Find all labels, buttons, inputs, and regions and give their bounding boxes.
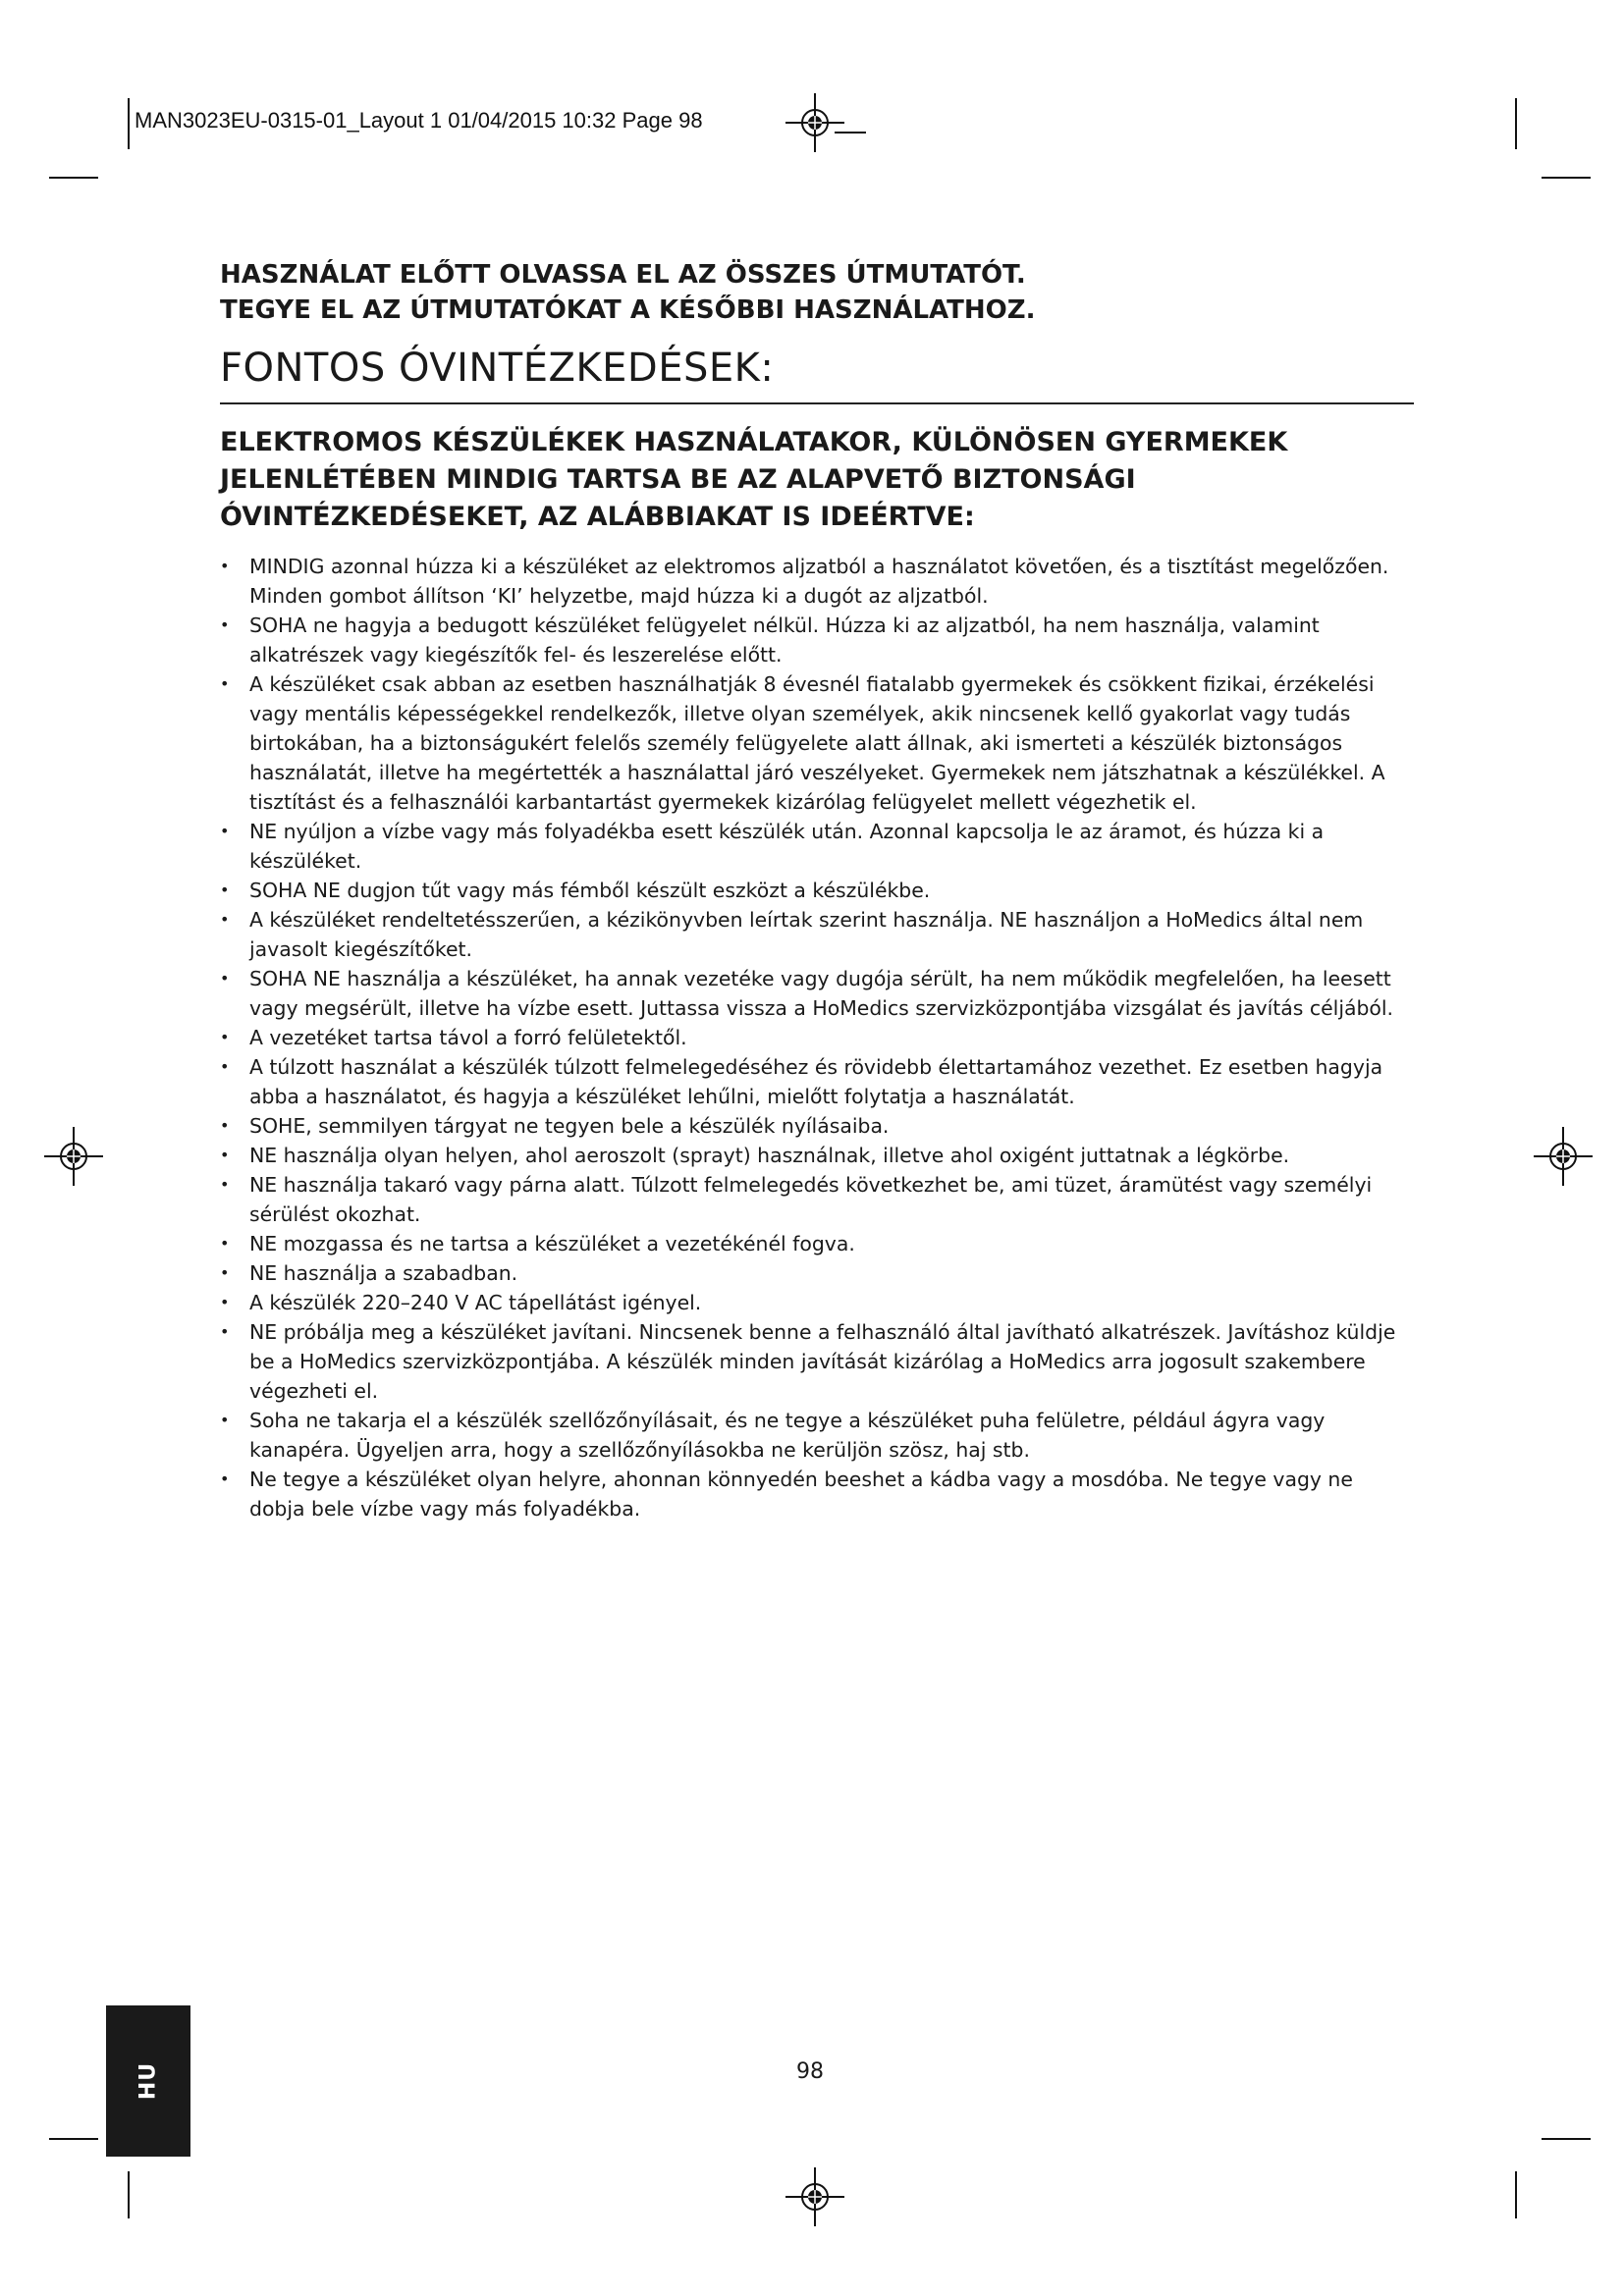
- page-title: FONTOS ÓVINTÉZKEDÉSEK:: [220, 344, 1414, 404]
- notice-line: TEGYE EL AZ ÚTMUTATÓKAT A KÉSŐBBI HASZNÁLATHOZ.: [220, 295, 1036, 325]
- subheading-line: JELENLÉTÉBEN MINDIG TARTSA BE AZ ALAPVETŐ BIZTONSÁGI: [220, 464, 1136, 495]
- warning-item: • A túlzott használat a készülék túlzott felmelegedéséhez és rövidebb élettartamához vezethet. Ez esetben hagyja abba a használatot, és hagyja a készüléket lehűlni, mielőtt folytatja a használatát.: [220, 1052, 1414, 1111]
- crop-mark-top-right-horizontal: [1542, 177, 1591, 179]
- warning-item: • A készüléket csak abban az esetben használhatják 8 évesnél fiatalabb gyermekek és csökkent fizikai, érzékelési vagy mentális képességekkel rendelkezők, illetve olyan személyek, akik nincsenek kellő gyakorlat vagy tudás birtokában, ha a biztonságukért felelős személy felügyelete alatt állnak, aki ismerteti a készülék biztonságos használatát, illetve ha megértették a használattal járó veszélyeket. Gyermekek nem játszhatnak a készülékkel. A tisztítást és a felhasználói karbantartást gyermekek kizárólag felügyelet mellett végezhetik el.: [220, 669, 1414, 817]
- warning-item: • A vezetéket tartsa távol a forró felületektől.: [220, 1023, 1414, 1052]
- warning-item: • SOHA NE használja a készüléket, ha annak vezetéke vagy dugója sérült, ha nem működik megfelelően, ha leesett vagy megsérült, illetve ha vízbe esett. Juttassa vissza a HoMedics szervizközpontjába vizsgálat és javítás céljából.: [220, 964, 1414, 1023]
- crop-mark-top-right-vertical: [1515, 98, 1517, 149]
- registration-mark-top-icon: [785, 93, 844, 152]
- registration-mark-bottom-icon: [785, 2167, 844, 2226]
- warning-item: • MINDIG azonnal húzza ki a készüléket az elektromos aljzatból a használatot követően, és a tisztítást megelőzően.: [220, 552, 1414, 581]
- warning-item: • Soha ne takarja el a készülék szellőzőnyílásait, és ne tegye a készüléket puha felületre, például ágyra vagy kanapéra. Ügyeljen arra, hogy a szellőzőnyílásokba ne kerüljön szösz, haj stb.: [220, 1406, 1414, 1465]
- warning-item: • NE próbálja meg a készüléket javítani. Nincsenek benne a felhasználó által javítható alkatrészek. Javításhoz küldje be a HoMedics szervizközpontjába. A készülék minden javítását kizárólag a HoMedics arra jogosult szakembere végezheti el.: [220, 1317, 1414, 1406]
- subheading-line: ELEKTROMOS KÉSZÜLÉKEK HASZNÁLATAKOR, KÜLÖNÖSEN GYERMEKEK: [220, 427, 1288, 457]
- read-instructions-notice: [220, 257, 1414, 328]
- warning-item: • SOHA NE dugjon tűt vagy más fémből készült eszközt a készülékbe.: [220, 876, 1414, 905]
- crop-mark-bottom-right-horizontal: [1542, 2138, 1591, 2140]
- manual-page-content: [220, 257, 1414, 1523]
- warning-item: • A készülék 220–240 V AC tápellátást igényel.: [220, 1288, 1414, 1317]
- crop-mark-bottom-left-horizontal: [49, 2138, 98, 2140]
- crop-mark-top-left-horizontal: [49, 177, 98, 179]
- notice-line: HASZNÁLAT ELŐTT OLVASSA EL AZ ÖSSZES ÚTMUTATÓT.: [220, 260, 1026, 290]
- warning-item: • NE nyúljon a vízbe vagy más folyadékba esett készülék után. Azonnal kapcsolja le az áramot, és húzza ki a készüléket.: [220, 817, 1414, 876]
- printer-slug: MAN3023EU-0315-01_Layout 1 01/04/2015 10:32 Page 98: [135, 108, 703, 133]
- language-tab-label: HU: [135, 2061, 161, 2101]
- page-number: 98: [796, 2059, 824, 2084]
- warning-item: • SOHE, semmilyen tárgyat ne tegyen bele a készülék nyílásaiba.: [220, 1111, 1414, 1141]
- warning-item: • SOHA ne hagyja a bedugott készüléket felügyelet nélkül. Húzza ki az aljzatból, ha nem használja, valamint alkatrészek vagy kiegészítők fel- és leszerelése előtt.: [220, 611, 1414, 669]
- safety-warnings-list: [220, 552, 1414, 1523]
- language-tab: [106, 2005, 190, 2157]
- warning-item: • NE használja olyan helyen, ahol aeroszolt (sprayt) használnak, illetve ahol oxigént juttatnak a légkörbe.: [220, 1141, 1414, 1170]
- safety-subheading: [220, 424, 1414, 536]
- warning-item: • NE használja takaró vagy párna alatt. Túlzott felmelegedés következhet be, ami tüzet, áramütést vagy személyi sérülést okozhat.: [220, 1170, 1414, 1229]
- registration-mark-right-icon: [1534, 1127, 1593, 1186]
- registration-mark-left-icon: [44, 1127, 103, 1186]
- warning-item-continuation: Minden gombot állítson ‘KI’ helyzetbe, majd húzza ki a dugót az aljzatból.: [249, 584, 989, 608]
- crop-mark-top-left-vertical: [128, 98, 130, 149]
- crop-mark-bottom-left-vertical: [128, 2171, 130, 2218]
- warning-item: • Ne tegye a készüléket olyan helyre, ahonnan könnyedén beeshet a kádba vagy a mosdóba. Ne tegye vagy ne dobja bele vízbe vagy más folyadékba.: [220, 1465, 1414, 1523]
- crop-mark-bottom-right-vertical: [1515, 2171, 1517, 2218]
- warning-item: • NE mozgassa és ne tartsa a készüléket a vezetékénél fogva.: [220, 1229, 1414, 1258]
- warning-item: • A készüléket rendeltetésszerűen, a kézikönyvben leírtak szerint használja. NE használjon a HoMedics által nem javasolt kiegészítőket.: [220, 905, 1414, 964]
- warning-item: • NE használja a szabadban.: [220, 1258, 1414, 1288]
- subheading-line: ÓVINTÉZKEDÉSEKET, AZ ALÁBBIAKAT IS IDEÉRTVE:: [220, 502, 975, 532]
